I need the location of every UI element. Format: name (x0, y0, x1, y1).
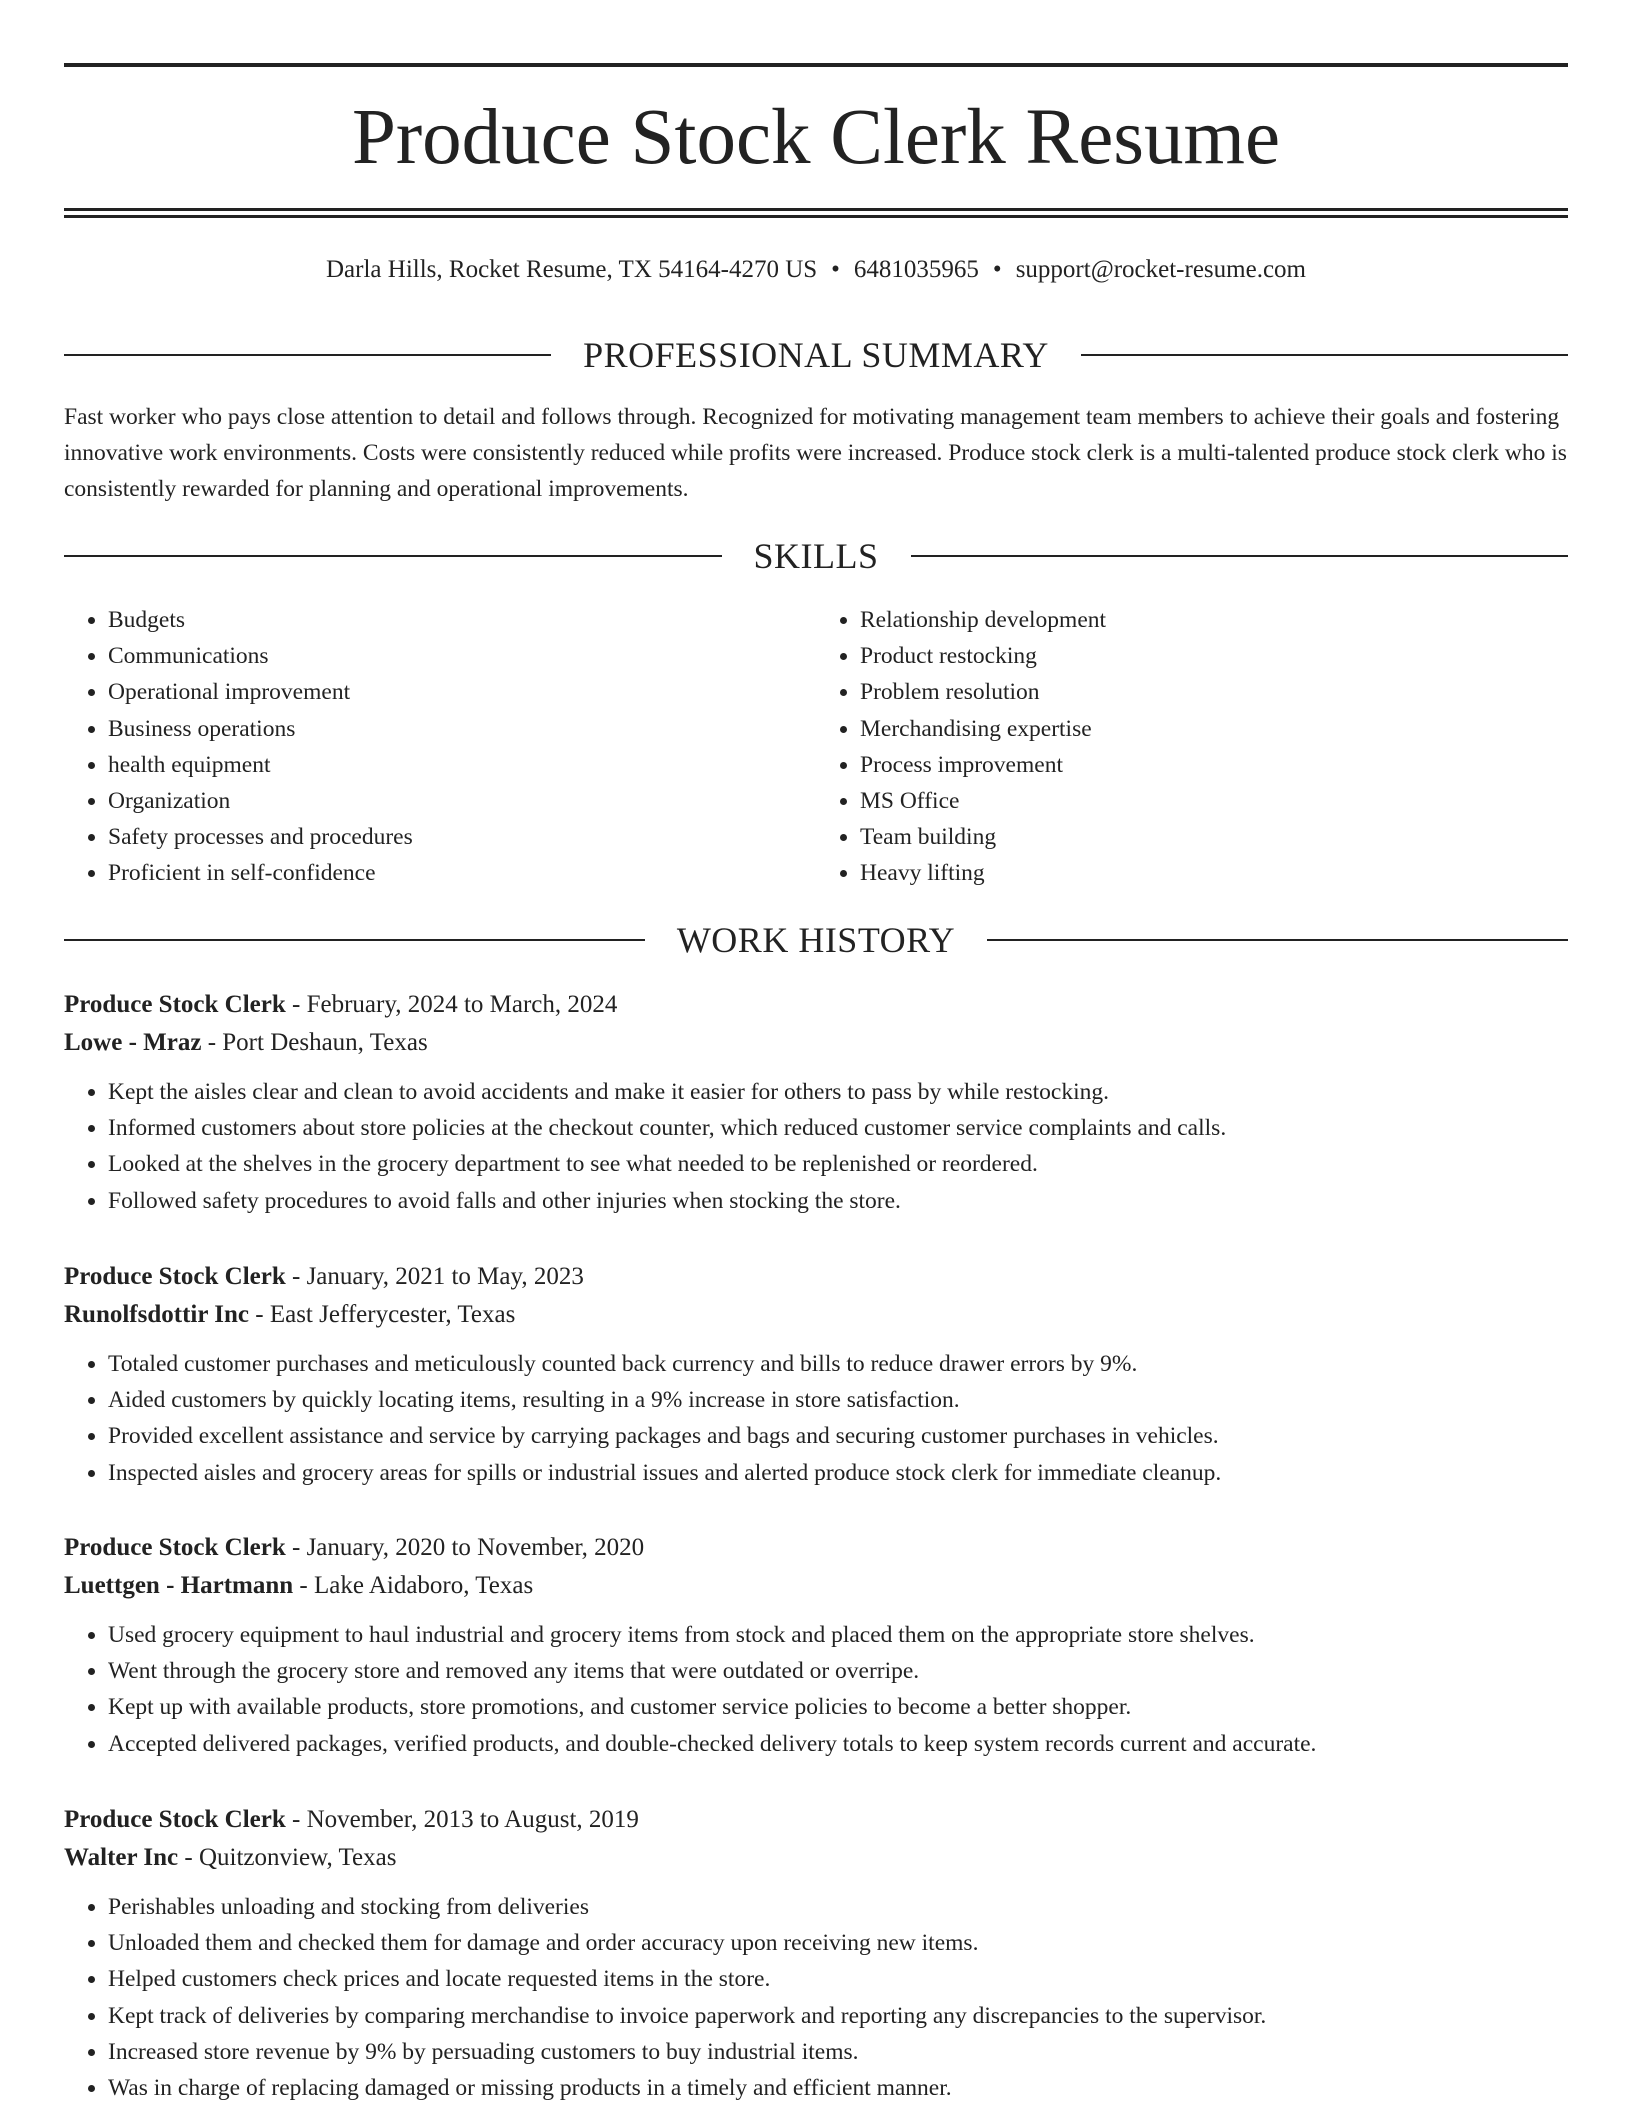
contact-separator: • (831, 256, 840, 283)
skill-item: • Safety processes and procedures (108, 819, 816, 855)
job-bullet: • Looked at the shelves in the grocery department to see what needed to be replenished or reordered. (108, 1146, 1568, 1182)
skill-item: • Team building (860, 819, 1568, 855)
skill-item: • health equipment (108, 747, 816, 783)
job-bullet: • Followed safety procedures to avoid falls and other injuries when stocking the store. (108, 1183, 1568, 1219)
job-location: - Port Deshaun, Texas (201, 1029, 428, 1056)
job-entry (64, 1258, 1568, 1491)
job-employer (64, 1567, 1568, 1605)
skill-item: • Heavy lifting (860, 855, 1568, 891)
skill-item: • Relationship development (860, 602, 1568, 638)
skill-item: • Merchandising expertise (860, 711, 1568, 747)
skill-item: • Communications (108, 638, 816, 674)
resume-title: Produce Stock Clerk Resume (351, 94, 1281, 181)
job-company: Lowe - Mraz (64, 1029, 202, 1056)
job-bullet: • Increased store revenue by 9% by persuading customers to buy industrial items. (108, 2034, 1568, 2070)
contact-email: support@rocket-resume.com (1015, 256, 1306, 283)
job-title: Produce Stock Clerk (64, 991, 286, 1018)
job-bullet: • Kept the aisles clear and clean to avoid accidents and make it easier for others to pass by while restocking. (108, 1074, 1568, 1110)
job-bullet: • Provided excellent assistance and service by carrying packages and bags and securing customer purchases in vehicles. (108, 1418, 1568, 1454)
section-rule (987, 939, 1568, 941)
job-dates: - February, 2024 to March, 2024 (285, 991, 618, 1018)
job-bullet: • Was in charge of replacing damaged or missing products in a timely and efficient manner. (108, 2070, 1568, 2106)
section-rule (64, 354, 551, 356)
job-dates: - January, 2021 to May, 2023 (285, 1263, 584, 1290)
skill-item: • Proficient in self-confidence (108, 855, 816, 891)
skill-item: • Product restocking (860, 638, 1568, 674)
skill-item: • Budgets (108, 602, 816, 638)
job-location: - Quitzonview, Texas (178, 1844, 397, 1871)
title-double-rule (64, 208, 1568, 218)
job-entry (64, 986, 1568, 1219)
section-rule (911, 555, 1569, 557)
section-rule (64, 939, 645, 941)
skill-item: • Organization (108, 783, 816, 819)
job-employer (64, 1024, 1568, 1062)
skill-item: • Business operations (108, 711, 816, 747)
job-company: Runolfsdottir Inc (64, 1301, 249, 1328)
job-bullet: • Used grocery equipment to haul industrial and grocery items from stock and placed them on the appropriate store shelves. (108, 1617, 1568, 1653)
section-header-summary (64, 333, 1568, 377)
top-rule (64, 63, 1568, 67)
section-rule (1081, 354, 1568, 356)
contact-address: Darla Hills, Rocket Resume, TX 54164-4270 US (326, 256, 818, 283)
job-bullet: • Informed customers about store policies at the checkout counter, which reduced customer service complaints and calls. (108, 1110, 1568, 1146)
job-location: - East Jefferycester, Texas (249, 1301, 516, 1328)
skill-item: • Problem resolution (860, 674, 1568, 710)
skill-item: • Process improvement (860, 747, 1568, 783)
job-bullet: • Inspected aisles and grocery areas for spills or industrial issues and alerted produce stock clerk for immediate cleanup. (108, 1455, 1568, 1491)
section-title-work: WORK HISTORY (676, 920, 956, 960)
job-bullet: • Kept track of deliveries by comparing merchandise to invoice paperwork and reporting any discrepancies to the supervisor. (108, 1998, 1568, 2034)
job-title: Produce Stock Clerk (64, 1534, 286, 1561)
skills-column-left (64, 602, 816, 892)
contact-separator: • (992, 256, 1002, 283)
job-title: Produce Stock Clerk (64, 1263, 286, 1290)
job-employer (64, 1839, 1568, 1877)
job-bullet: • Perishables unloading and stocking from deliveries (108, 1889, 1568, 1925)
summary-text: Fast worker who pays close attention to detail and follows through. Recognized for motivating management team members to achieve their goals and fostering innovative work environments. Costs were consistently reduced while profits were increased. Produce stock clerk is a multi-talented produce stock clerk who is consistently rewarded for planning and operational improvements. (64, 404, 1567, 502)
job-header (64, 1258, 1568, 1296)
contact-line (64, 252, 1568, 288)
section-header-work (64, 918, 1568, 962)
job-header (64, 1529, 1568, 1567)
section-rule (64, 555, 722, 557)
job-bullet: • Kept up with available products, store promotions, and customer service policies to become a better shopper. (108, 1689, 1568, 1725)
job-bullets (64, 1346, 1568, 1491)
job-bullets (64, 1889, 1568, 2106)
job-bullet: • Accepted delivered packages, verified products, and double-checked delivery totals to keep system records current and accurate. (108, 1726, 1568, 1762)
job-entry (64, 1529, 1568, 1762)
skill-item: • MS Office (860, 783, 1568, 819)
job-title: Produce Stock Clerk (64, 1806, 286, 1833)
section-title-skills: SKILLS (753, 536, 879, 576)
section-header-skills (64, 534, 1568, 578)
job-bullets (64, 1617, 1568, 1762)
job-dates: - January, 2020 to November, 2020 (285, 1534, 645, 1561)
job-entry (64, 1801, 1568, 2106)
skills-column-right (816, 602, 1568, 892)
job-bullet: • Aided customers by quickly locating items, resulting in a 9% increase in store satisfaction. (108, 1382, 1568, 1418)
job-company: Luettgen - Hartmann (64, 1572, 294, 1599)
skill-item: • Operational improvement (108, 674, 816, 710)
contact-phone: 6481035965 (853, 256, 979, 283)
skills-list (64, 602, 1568, 892)
job-employer (64, 1296, 1568, 1334)
job-dates: - November, 2013 to August, 2019 (285, 1806, 639, 1833)
job-location: - Lake Aidaboro, Texas (293, 1572, 534, 1599)
section-title-summary: PROFESSIONAL SUMMARY (583, 335, 1049, 375)
job-bullet: • Totaled customer purchases and meticulously counted back currency and bills to reduce drawer errors by 9%. (108, 1346, 1568, 1382)
job-bullet: • Helped customers check prices and locate requested items in the store. (108, 1961, 1568, 1997)
job-company: Walter Inc (64, 1844, 179, 1871)
job-header (64, 1801, 1568, 1839)
job-header (64, 986, 1568, 1024)
job-bullet: • Went through the grocery store and removed any items that were outdated or overripe. (108, 1653, 1568, 1689)
job-bullets (64, 1074, 1568, 1219)
job-bullet: • Unloaded them and checked them for damage and order accuracy upon receiving new items. (108, 1925, 1568, 1961)
